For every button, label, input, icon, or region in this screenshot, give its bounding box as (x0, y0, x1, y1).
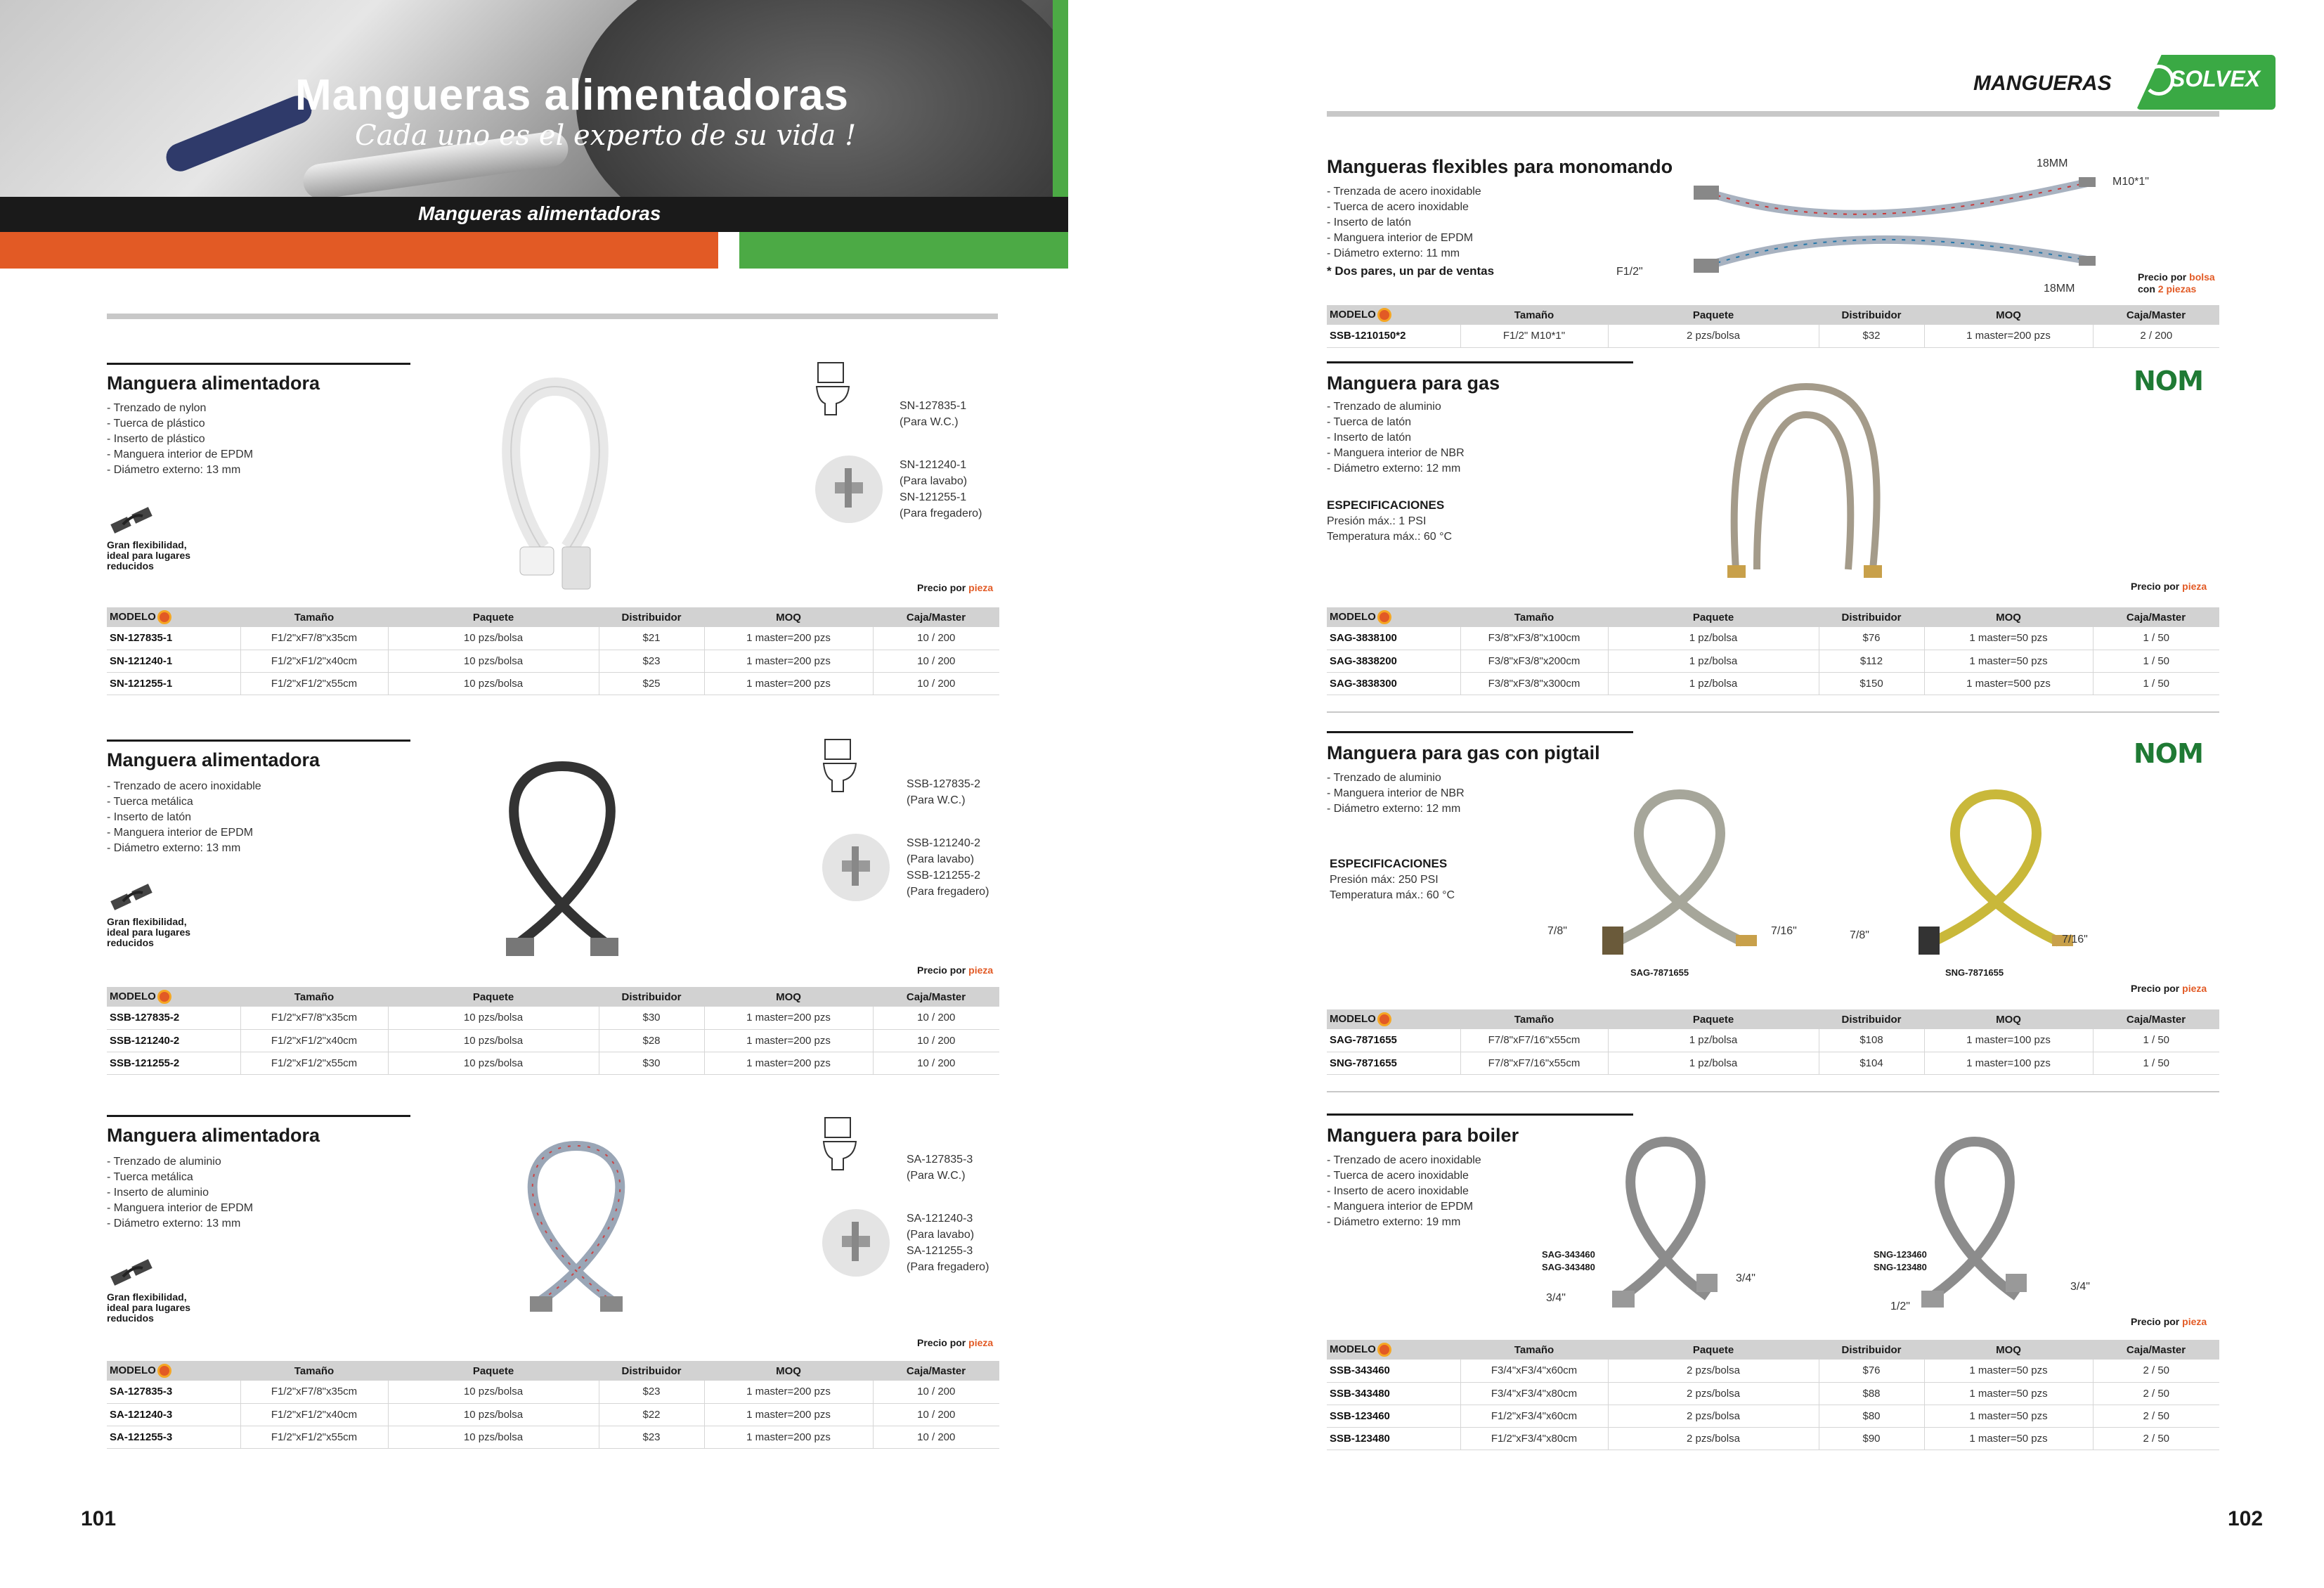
table-header-cell: Distribuidor (1819, 305, 1924, 325)
table-cell: 10 pzs/bolsa (388, 672, 599, 695)
flex-hose-icon (109, 1258, 158, 1288)
table-cell: SSB-121255-2 (107, 1052, 240, 1074)
table-cell: 2 pzs/bolsa (1608, 1382, 1819, 1405)
table-row (107, 1007, 999, 1029)
table-header-cell: MODELO (1327, 1009, 1460, 1029)
table-header-row (1327, 305, 2219, 325)
dim-label: 18MM (2037, 157, 2068, 169)
table-cell: $76 (1819, 1360, 1924, 1382)
table-header-cell: Tamaño (1460, 1009, 1608, 1029)
table-header-cell: Caja/Master (873, 987, 999, 1007)
table-cell: SA-127835-3 (107, 1381, 240, 1403)
feature-list: - Trenzado de acero inoxidable - Tuerca de acero inoxidable - Inserto de acero inoxidable - Manguera interior de EPDM - Diámetro externo: 19 mm (1327, 1154, 1481, 1228)
product-label: SNG-123460 SNG-123480 (1874, 1249, 1927, 1272)
table-cell: SSB-1210150*2 (1327, 325, 1460, 347)
page-number: 102 (2228, 1507, 2264, 1530)
table-cell: F1/2"xF3/4"x80cm (1460, 1427, 1608, 1450)
table-cell: $30 (599, 1007, 704, 1029)
sun-icon (157, 990, 171, 1004)
pair-note: * Dos pares, un par de ventas (1327, 264, 1495, 278)
table-cell: 1 pz/bolsa (1608, 1052, 1819, 1074)
table-header-cell: Caja/Master (2093, 305, 2219, 325)
table-cell: 1 master=200 pzs (704, 1007, 873, 1029)
feature-list: - Trenzado de aluminio - Tuerca metálica - Inserto de aluminio - Manguera interior de EPDM - Diámetro externo: 13 mm (107, 1156, 254, 1229)
toilet-icon (822, 738, 859, 794)
dim-label: 7/8" (1850, 929, 1869, 941)
flex-hose-icon (109, 883, 158, 912)
table-header-row (107, 1361, 999, 1381)
table-cell: $108 (1819, 1029, 1924, 1052)
table-row (1327, 650, 2219, 672)
table-header-row (1327, 1340, 2219, 1360)
table-header-cell: Paquete (388, 987, 599, 1007)
toilet-icon (822, 1116, 859, 1173)
table-cell: $23 (599, 1426, 704, 1448)
feature-list: - Trenzado de nylon - Tuerca de plástico - Inserto de plástico - Manguera interior de EPDM - Diámetro externo: 13 mm (107, 402, 254, 476)
table-cell: F1/2"xF1/2"x40cm (240, 1403, 388, 1426)
table-cell: F1/2"xF7/8"x35cm (240, 627, 388, 650)
table-cell: 1 / 50 (2093, 1052, 2219, 1074)
dim-label: 18MM (2044, 283, 2075, 295)
table-header-cell: MOQ (704, 1361, 873, 1381)
table-cell: 1 pz/bolsa (1608, 650, 1819, 672)
table-header-cell: MODELO (107, 987, 240, 1007)
table-cell: F7/8"xF7/16"x55cm (1460, 1052, 1608, 1074)
sun-icon (157, 610, 171, 624)
table-cell: SN-121240-1 (107, 650, 240, 672)
table-cell: 10 / 200 (873, 1426, 999, 1448)
table-cell: 10 / 200 (873, 1381, 999, 1403)
table-cell: $23 (599, 650, 704, 672)
table-cell: 10 pzs/bolsa (388, 650, 599, 672)
table-row (107, 1403, 999, 1426)
table-header-cell: Caja/Master (873, 1361, 999, 1381)
sun-icon (1377, 308, 1391, 322)
price-table (1327, 305, 2219, 348)
table-cell: F3/4"xF3/4"x80cm (1460, 1382, 1608, 1405)
black-hose-image (492, 752, 632, 963)
table-header-cell: MOQ (1924, 305, 2093, 325)
section-title: Manguera alimentadora (107, 1125, 320, 1146)
table-header-cell: MOQ (704, 607, 873, 627)
table-row (107, 650, 999, 672)
table-header-cell: Distribuidor (1819, 1340, 1924, 1360)
table-header-row (107, 607, 999, 627)
table-row (1327, 1052, 2219, 1074)
dim-label: 3/4" (2070, 1281, 2090, 1293)
section-title: Manguera alimentadora (107, 749, 320, 770)
table-cell: SN-127835-1 (107, 627, 240, 650)
sun-icon (157, 1364, 171, 1378)
table-cell: SSB-343480 (1327, 1382, 1460, 1405)
table-cell: SA-121255-3 (107, 1426, 240, 1448)
table-header-cell: MODELO (1327, 607, 1460, 627)
table-header-cell: Tamaño (240, 1361, 388, 1381)
table-header-cell: Distribuidor (599, 1361, 704, 1381)
table-cell: 1 / 50 (2093, 627, 2219, 650)
table-cell: SSB-121240-2 (107, 1029, 240, 1052)
table-cell: SNG-7871655 (1327, 1052, 1460, 1074)
divider (1327, 1091, 2219, 1092)
table-cell: $104 (1819, 1052, 1924, 1074)
wc-codes: SN-127835-1 (Para W.C.) (900, 400, 967, 428)
table-header-cell: Paquete (1608, 1009, 1819, 1029)
table-header-cell: Distribuidor (1819, 607, 1924, 627)
price-table (1327, 1340, 2219, 1450)
table-cell: 2 / 50 (2093, 1382, 2219, 1405)
monomando-hose-image (1694, 169, 2101, 288)
table-row (107, 672, 999, 695)
table-cell: 10 pzs/bolsa (388, 1007, 599, 1029)
green-bar (739, 232, 1068, 269)
table-cell: $88 (1819, 1382, 1924, 1405)
page-number: 101 (81, 1507, 117, 1530)
table-cell: 10 pzs/bolsa (388, 1381, 599, 1403)
table-cell: SSB-127835-2 (107, 1007, 240, 1029)
product-label: SNG-7871655 (1945, 967, 2004, 978)
price-table (1327, 1009, 2219, 1075)
gas-pigtail-hose-yellow-image (1911, 780, 2080, 956)
table-cell: SAG-3838200 (1327, 650, 1460, 672)
brand-name: SOLVEX (2170, 66, 2261, 91)
table-header-cell: Tamaño (1460, 1340, 1608, 1360)
divider (1327, 711, 2219, 713)
table-header-cell: Paquete (388, 1361, 599, 1381)
spec-block: ESPECIFICACIONES Presión máx: 250 PSI Temperatura máx.: 60 °C (1330, 857, 1455, 901)
table-cell: 1 master=200 pzs (704, 1426, 873, 1448)
table-cell: $76 (1819, 627, 1924, 650)
table-header-cell: MODELO (1327, 305, 1460, 325)
table-cell: $90 (1819, 1427, 1924, 1450)
product-label: SAG-343460 SAG-343480 (1542, 1249, 1595, 1272)
valve-icon (821, 1208, 891, 1278)
price-unit-note: Precio por pieza (2131, 581, 2207, 592)
table-cell: 10 / 200 (873, 627, 999, 650)
table-cell: 1 master=50 pzs (1924, 1405, 2093, 1427)
table-cell: 1 master=200 pzs (704, 627, 873, 650)
white-hose-image (492, 373, 618, 590)
table-header-cell: Caja/Master (2093, 1340, 2219, 1360)
price-table (1327, 607, 2219, 695)
table-header-row (1327, 607, 2219, 627)
valve-icon (821, 832, 891, 903)
table-cell: 1 master=50 pzs (1924, 1360, 2093, 1382)
table-cell: $23 (599, 1381, 704, 1403)
table-cell: F3/4"xF3/4"x60cm (1460, 1360, 1608, 1382)
table-cell: $150 (1819, 672, 1924, 695)
table-header-cell: Paquete (1608, 305, 1819, 325)
aluminum-hose-image (520, 1132, 632, 1315)
table-cell: 10 pzs/bolsa (388, 627, 599, 650)
table-header-cell: Distribuidor (599, 987, 704, 1007)
table-header-cell: MOQ (704, 987, 873, 1007)
table-header-cell: MOQ (1924, 1340, 2093, 1360)
section-title: Mangueras flexibles para monomando (1327, 156, 1673, 177)
table-cell: SAG-3838100 (1327, 627, 1460, 650)
table-cell: F1/2"xF1/2"x55cm (240, 672, 388, 695)
dim-label: 7/8" (1547, 925, 1567, 937)
table-cell: F1/2"xF1/2"x55cm (240, 1052, 388, 1074)
table-header-cell: Paquete (1608, 607, 1819, 627)
dim-label: 3/4" (1736, 1272, 1755, 1284)
table-header-cell: Paquete (1608, 1340, 1819, 1360)
gas-pigtail-hose-image (1595, 780, 1764, 956)
table-header-cell: Distribuidor (1819, 1009, 1924, 1029)
table-header-row (107, 987, 999, 1007)
table-cell: F1/2"xF1/2"x40cm (240, 1029, 388, 1052)
price-table (107, 607, 999, 695)
table-cell: 2 / 50 (2093, 1405, 2219, 1427)
table-cell: 10 / 200 (873, 1007, 999, 1029)
table-row (107, 1426, 999, 1448)
hero-title: Mangueras alimentadoras (295, 71, 849, 120)
table-cell: $25 (599, 672, 704, 695)
table-cell: 1 master=50 pzs (1924, 1427, 2093, 1450)
table-cell: 1 master=200 pzs (704, 1381, 873, 1403)
table-cell: $32 (1819, 325, 1924, 347)
table-cell: 10 / 200 (873, 1052, 999, 1074)
table-cell: SSB-343460 (1327, 1360, 1460, 1382)
feature-list: - Trenzado de acero inoxidable - Tuerca metálica - Inserto de latón - Manguera interior de EPDM - Diámetro externo: 13 mm (107, 780, 261, 854)
table-cell: 10 / 200 (873, 650, 999, 672)
sink-codes: SN-121240-1 (Para lavabo) SN-121255-1 (Para fregadero) (900, 459, 982, 519)
table-row (107, 627, 999, 650)
toilet-icon (815, 361, 852, 418)
table-cell: 10 / 200 (873, 1403, 999, 1426)
table-cell: F1/2"xF7/8"x35cm (240, 1381, 388, 1403)
product-label: SAG-7871655 (1630, 967, 1689, 978)
section-title: Manguera para gas con pigtail (1327, 742, 1600, 763)
table-cell: 1 master=200 pzs (704, 1029, 873, 1052)
table-header-cell: MOQ (1924, 1009, 2093, 1029)
table-cell: SSB-123480 (1327, 1427, 1460, 1450)
table-cell: 10 / 200 (873, 672, 999, 695)
table-cell: 10 pzs/bolsa (388, 1029, 599, 1052)
table-row (1327, 1360, 2219, 1382)
table-cell: 1 / 50 (2093, 650, 2219, 672)
table-cell: 10 / 200 (873, 1029, 999, 1052)
table-cell: $112 (1819, 650, 1924, 672)
table-row (107, 1381, 999, 1403)
table-cell: F3/8"xF3/8"x100cm (1460, 627, 1608, 650)
sink-codes: SA-121240-3 (Para lavabo) SA-121255-3 (Para fregadero) (907, 1213, 989, 1273)
table-header-cell: Tamaño (240, 607, 388, 627)
feature-list: - Trenzada de acero inoxidable - Tuerca de acero inoxidable - Inserto de latón - Manguera interior de EPDM - Diámetro externo: 11 mm (1327, 186, 1481, 259)
table-cell: 1 master=50 pzs (1924, 650, 2093, 672)
divider (1327, 111, 2219, 117)
wc-codes: SSB-127835-2 (Para W.C.) (907, 778, 980, 806)
table-cell: 10 pzs/bolsa (388, 1403, 599, 1426)
table-cell: 2 / 50 (2093, 1427, 2219, 1450)
valve-icon (814, 454, 884, 524)
table-row (1327, 1382, 2219, 1405)
table-cell: 2 pzs/bolsa (1608, 325, 1819, 347)
table-cell: 1 master=50 pzs (1924, 627, 2093, 650)
table-cell: 1 master=100 pzs (1924, 1052, 2093, 1074)
price-unit-note: Precio por bolsa con 2 piezas (2138, 271, 2215, 295)
gas-hose-image (1715, 373, 1897, 583)
page-header-title: MANGUERAS (1973, 72, 2112, 95)
boiler-hose-image (1911, 1128, 2038, 1310)
table-row (1327, 1405, 2219, 1427)
table-header-row (1327, 1009, 2219, 1029)
dim-label: M10*1" (2112, 176, 2149, 188)
spec-block: ESPECIFICACIONES Presión máx.: 1 PSI Temperatura máx.: 60 °C (1327, 498, 1453, 543)
dim-label: 7/16" (2062, 934, 2088, 945)
table-cell: 1 / 50 (2093, 672, 2219, 695)
table-cell: 1 master=50 pzs (1924, 1382, 2093, 1405)
table-cell: $21 (599, 627, 704, 650)
table-header-cell: Caja/Master (873, 607, 999, 627)
table-cell: F7/8"xF7/16"x55cm (1460, 1029, 1608, 1052)
section-title: Manguera alimentadora (107, 373, 320, 394)
table-cell: F1/2"xF7/8"x35cm (240, 1007, 388, 1029)
table-cell: 1 master=200 pzs (704, 1052, 873, 1074)
dim-label: F1/2" (1616, 266, 1643, 278)
flex-note: Gran flexibilidad, ideal para lugares reducidos (107, 1291, 191, 1324)
price-table (107, 1361, 999, 1449)
table-cell: F1/2" M10*1" (1460, 325, 1608, 347)
wc-codes: SA-127835-3 (Para W.C.) (907, 1154, 973, 1182)
table-cell: $30 (599, 1052, 704, 1074)
sun-icon (1377, 1012, 1391, 1026)
table-header-cell: Paquete (388, 607, 599, 627)
orange-bar (0, 232, 718, 269)
table-cell: 10 pzs/bolsa (388, 1426, 599, 1448)
section-bar-title: Mangueras alimentadoras (418, 202, 661, 224)
table-cell: $28 (599, 1029, 704, 1052)
table-cell: 1 master=200 pzs (704, 650, 873, 672)
table-header-cell: MODELO (107, 607, 240, 627)
table-cell: F1/2"xF1/2"x40cm (240, 650, 388, 672)
table-row (1327, 627, 2219, 650)
table-cell: SA-121240-3 (107, 1403, 240, 1426)
price-unit-note: Precio por pieza (917, 964, 994, 976)
table-cell: 2 / 200 (2093, 325, 2219, 347)
table-header-cell: Caja/Master (2093, 607, 2219, 627)
flex-note: Gran flexibilidad, ideal para lugares reducidos (107, 916, 191, 948)
nom-badge: NOM (2134, 738, 2203, 769)
table-cell: SAG-3838300 (1327, 672, 1460, 695)
price-unit-note: Precio por pieza (917, 582, 994, 593)
table-cell: $80 (1819, 1405, 1924, 1427)
table-cell: 1 master=100 pzs (1924, 1029, 2093, 1052)
table-cell: 1 pz/bolsa (1608, 627, 1819, 650)
sink-codes: SSB-121240-2 (Para lavabo) SSB-121255-2 (Para fregadero) (907, 837, 989, 898)
table-cell: 10 pzs/bolsa (388, 1052, 599, 1074)
table-cell: F3/8"xF3/8"x300cm (1460, 672, 1608, 695)
price-unit-note: Precio por pieza (2131, 983, 2207, 994)
dim-label: 3/4" (1546, 1292, 1566, 1304)
feature-list: - Trenzado de aluminio - Tuerca de latón - Inserto de latón - Manguera interior de NBR - Diámetro externo: 12 mm (1327, 401, 1465, 475)
table-cell: 1 master=500 pzs (1924, 672, 2093, 695)
price-unit-note: Precio por pieza (917, 1337, 994, 1348)
table-cell: 1 master=200 pzs (1924, 325, 2093, 347)
table-cell: 2 pzs/bolsa (1608, 1405, 1819, 1427)
sun-icon (1377, 610, 1391, 624)
price-table (107, 987, 999, 1075)
table-cell: F1/2"xF3/4"x60cm (1460, 1405, 1608, 1427)
table-row (1327, 672, 2219, 695)
table-header-cell: Tamaño (1460, 305, 1608, 325)
sun-icon (1377, 1343, 1391, 1357)
table-cell: 1 pz/bolsa (1608, 672, 1819, 695)
table-cell: F1/2"xF1/2"x55cm (240, 1426, 388, 1448)
table-cell: SAG-7871655 (1327, 1029, 1460, 1052)
table-row (1327, 1029, 2219, 1052)
table-cell: 1 master=200 pzs (704, 672, 873, 695)
table-header-cell: Distribuidor (599, 607, 704, 627)
flex-note: Gran flexibilidad, ideal para lugares reducidos (107, 539, 191, 572)
table-header-cell: MODELO (1327, 1340, 1460, 1360)
table-header-cell: Tamaño (1460, 607, 1608, 627)
table-cell: 2 pzs/bolsa (1608, 1360, 1819, 1382)
hero-subtitle: Cada uno es el experto de su vida ! (355, 120, 857, 152)
feature-list: - Trenzado de aluminio - Manguera interior de NBR - Diámetro externo: 12 mm (1327, 772, 1465, 815)
table-cell: SN-121255-1 (107, 672, 240, 695)
table-cell: F3/8"xF3/8"x200cm (1460, 650, 1608, 672)
dim-label: 1/2" (1890, 1300, 1910, 1312)
table-cell: 2 / 50 (2093, 1360, 2219, 1382)
price-unit-note: Precio por pieza (2131, 1316, 2207, 1327)
dim-label: 7/16" (1771, 925, 1797, 937)
table-cell: 1 pz/bolsa (1608, 1029, 1819, 1052)
table-header-cell: MODELO (107, 1361, 240, 1381)
table-row (107, 1052, 999, 1074)
flex-hose-icon (109, 506, 158, 536)
table-row (1327, 1427, 2219, 1450)
table-cell: 1 / 50 (2093, 1029, 2219, 1052)
table-header-cell: Tamaño (240, 987, 388, 1007)
boiler-hose-image (1602, 1128, 1729, 1310)
table-header-cell: MOQ (1924, 607, 2093, 627)
table-cell: 1 master=200 pzs (704, 1403, 873, 1426)
section-title: Manguera para gas (1327, 373, 1500, 394)
table-cell: 2 pzs/bolsa (1608, 1427, 1819, 1450)
table-cell: SSB-123460 (1327, 1405, 1460, 1427)
table-row (107, 1029, 999, 1052)
table-cell: $22 (599, 1403, 704, 1426)
nom-badge: NOM (2134, 366, 2203, 396)
table-header-cell: Caja/Master (2093, 1009, 2219, 1029)
section-title: Manguera para boiler (1327, 1125, 1519, 1146)
table-row (1327, 325, 2219, 347)
divider (107, 314, 998, 319)
